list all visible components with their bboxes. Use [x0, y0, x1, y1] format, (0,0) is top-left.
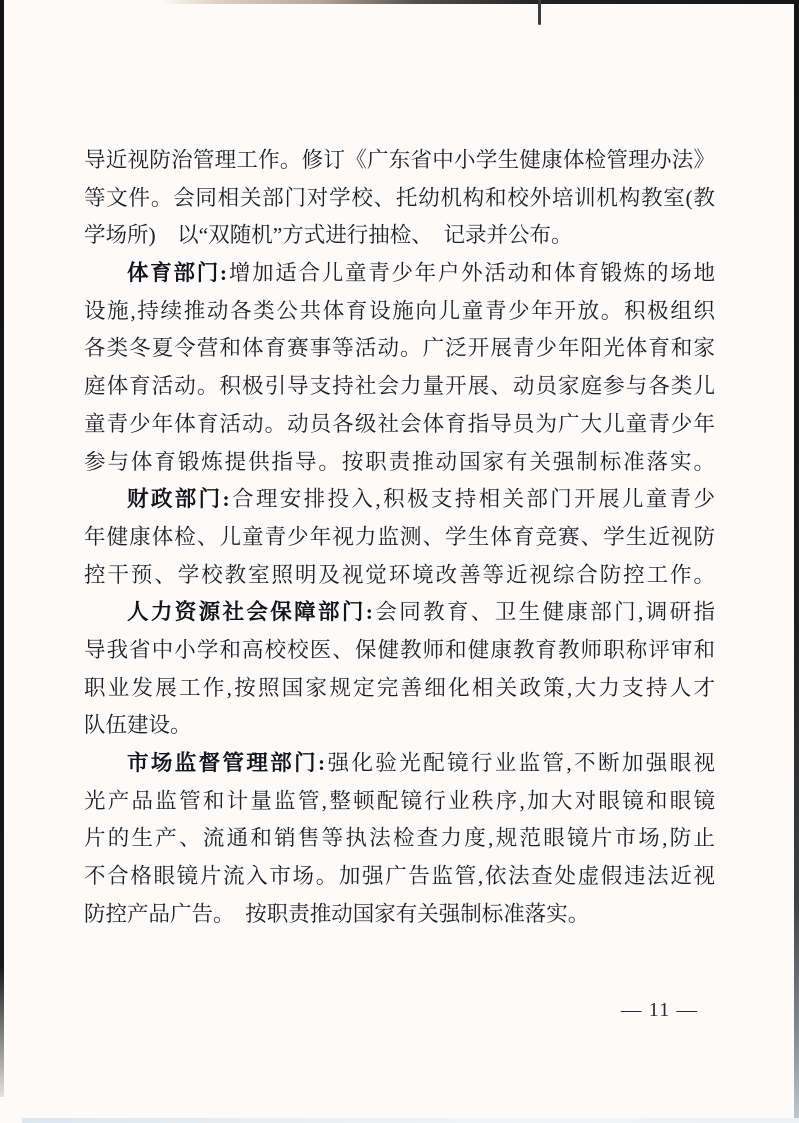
- text-run: 增加适合儿童青少年户外活动和体育锻炼的场地: [227, 261, 715, 286]
- paragraph-sports-department: [84, 255, 715, 481]
- text-line: 童青少年体育活动。动员各级社会体育指导员为广大儿童青少年: [84, 411, 715, 436]
- text-line: 职业发展工作,按照国家规定完善细化相关政策,大力支持人才: [84, 675, 715, 700]
- text-line: 不合格眼镜片流入市场。加强广告监管,依法查处虚假违法近视: [84, 864, 715, 889]
- text-line: [84, 255, 715, 293]
- text-line: [84, 481, 715, 519]
- scan-edge-left: [0, 0, 4, 1097]
- text-line: 年健康体检、儿童青少年视力监测、学生体育竞赛、学生近视防: [84, 524, 715, 549]
- text-line: 导我省中小学和高校校医、保健教师和健康教育教师职称评审和: [84, 637, 715, 662]
- text-line: 队伍建设。: [84, 713, 192, 738]
- text-line: [84, 745, 715, 783]
- paragraph-intro-continuation: [84, 142, 715, 255]
- scan-edge-right: [794, 2, 799, 1123]
- text-line: [84, 594, 715, 632]
- text-line: 参与体育锻炼提供指导。按职责推动国家有关强制标准落实。: [84, 449, 715, 474]
- text-line: 设施,持续推动各类公共体育设施向儿童青少年开放。积极组织: [84, 298, 715, 323]
- text-line: 光产品监管和计量监管,整顿配镜行业秩序,加大对眼镜和眼镜: [84, 788, 715, 813]
- paragraph-lead: 人力资源社会保障部门:: [127, 600, 373, 625]
- paragraph-lead: 体育部门:: [127, 261, 228, 286]
- text-run: 合理安排投入,积极支持相关部门开展儿童青少: [229, 487, 715, 512]
- scan-artifact-tick: [538, 0, 541, 25]
- text-run: 会同教育、卫生健康部门,调研指: [372, 600, 715, 625]
- text-line: 庭体育活动。积极引导支持社会力量开展、动员家庭参与各类儿: [84, 374, 715, 399]
- scan-edge-bottom: [22, 1118, 799, 1123]
- text-line: 防控产品广告。 按职责推动国家有关强制标准落实。: [84, 901, 590, 926]
- document-body: [84, 142, 715, 933]
- paragraph-lead: 财政部门:: [127, 487, 230, 512]
- text-line: 导近视防治管理工作。修订《广东省中小学生健康体检管理办法》: [84, 148, 715, 172]
- paragraph-finance-department: [84, 481, 715, 594]
- text-line: 片的生产、流通和销售等执法检查力度,规范眼镜片市场,防止: [84, 826, 715, 851]
- text-line: 学场所) 以“双随机”方式进行抽检、 记录并公布。: [84, 223, 573, 248]
- paragraph-market-regulation-department: [84, 745, 715, 933]
- page-number: — 11 —: [621, 999, 698, 1021]
- text-run: 强化验光配镜行业监管,不断加强眼视: [325, 751, 715, 775]
- scan-edge-top: [0, 0, 799, 4]
- paragraph-lead: 市场监督管理部门:: [127, 751, 326, 775]
- text-line: 各类冬夏令营和体育赛事等活动。广泛开展青少年阳光体育和家: [84, 336, 715, 361]
- paragraph-hr-social-security-department: [84, 594, 715, 745]
- text-line: 控干预、学校教室照明及视觉环境改善等近视综合防控工作。: [84, 562, 715, 587]
- text-line: 等文件。会同相关部门对学校、托幼机构和校外培训机构教室(教: [84, 185, 715, 210]
